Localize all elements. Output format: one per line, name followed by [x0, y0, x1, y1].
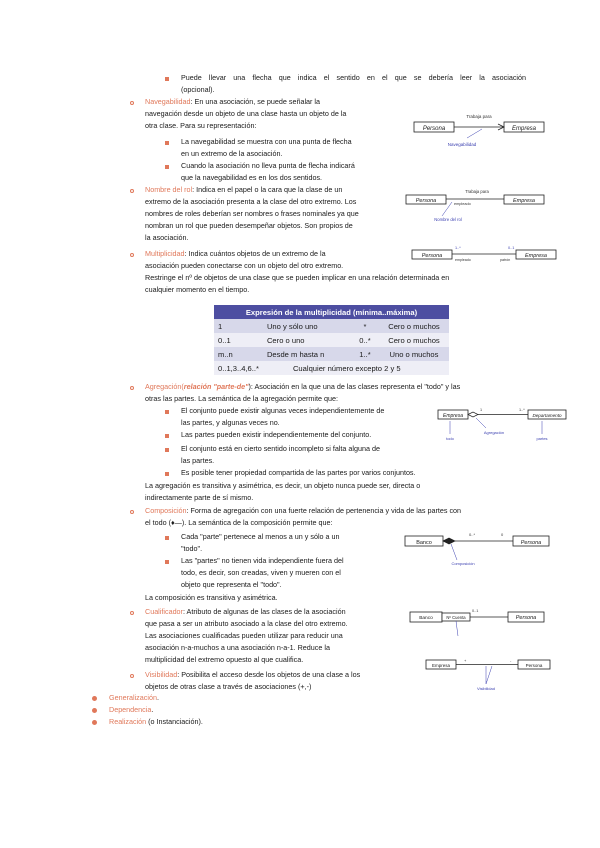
class-box-label: Persona — [415, 198, 437, 204]
paragraph-line: que pasa a ser un atributo asociado a la clase del otro extremo. — [145, 619, 348, 628]
table-cell: 1..* — [351, 347, 379, 361]
cualificador-text: : Atributo de algunas de las clases de la asociación — [182, 607, 346, 616]
top-item-text: (o Instanciación). — [146, 717, 203, 726]
multiplicity-label: 1 — [480, 408, 483, 412]
diagram-label: Nombre del rol — [434, 217, 462, 222]
multiplicity-label: 1..* — [455, 246, 461, 250]
circle-bullet-icon — [130, 674, 134, 678]
diagram-label: empleado — [454, 202, 471, 206]
agregacion-diagram — [436, 404, 571, 448]
role-label: patrón — [500, 258, 511, 262]
top-item — [109, 716, 203, 728]
rol-text: : Indica en el papel o la cara que la clase de un — [192, 185, 343, 194]
sub-bullet-line: las partes. — [181, 456, 215, 465]
square-bullet-icon — [165, 560, 169, 564]
table-cell: Cero o uno — [263, 333, 351, 347]
table-cell: Desde m hasta n — [263, 347, 351, 361]
paragraph-line: la asociación. — [145, 233, 189, 242]
paragraph-line: asociación pueden conectarse con un objeto del otro extremo. — [145, 261, 344, 270]
square-bullet-icon — [165, 434, 169, 438]
multiplicity-table — [214, 305, 449, 375]
dot-bullet-icon — [92, 696, 97, 701]
sub-bullet-line: objeto que representa el "todo". — [181, 580, 282, 589]
paragraph-line: multiplicidad del extremo opuesto al que cualifica. — [145, 655, 304, 664]
multiplicity-label: 0..1 — [508, 246, 515, 250]
class-box-label: Persona — [525, 663, 543, 668]
visibilidad-diagram — [424, 656, 554, 696]
square-bullet-icon — [165, 536, 169, 540]
sub-bullet-line: en un extremo de la asociación. — [181, 149, 283, 158]
composicion-line — [145, 505, 461, 517]
table-cell: 0..* — [351, 333, 379, 347]
paragraph-line: Puede llevar una flecha que indica el sentido en el que se debería leer la asociación — [181, 73, 526, 82]
composicion-term: Composición — [145, 506, 187, 515]
multiplicity-label: 0..1 — [472, 609, 479, 613]
visibilidad-line — [145, 669, 360, 681]
multiplicity-label: 0 — [501, 532, 504, 537]
square-bullet-icon — [165, 141, 169, 145]
sub-bullet-line: todo, es decir, son creadas, viven y mueren con el — [181, 568, 341, 577]
qualifier-label: Nº Cuenta — [446, 615, 466, 620]
diagram-label: Trabaja para — [465, 189, 489, 194]
top-item-term: Generalización — [109, 693, 157, 702]
dot-bullet-icon — [92, 708, 97, 713]
circle-bullet-icon — [130, 510, 134, 514]
top-item — [109, 704, 153, 716]
square-bullet-icon — [165, 77, 169, 81]
square-bullet-icon — [165, 165, 169, 169]
agregacion-italic: relación "parte-de" — [183, 382, 249, 391]
circle-bullet-icon — [130, 101, 134, 105]
table-row — [214, 361, 449, 375]
paragraph-line: indirectamente parte de sí mismo. — [145, 493, 254, 502]
paragraph-line: Las asociaciones cualificadas pueden utilizar para reducir una — [145, 631, 343, 640]
paragraph-line: asociación n-a-muchos a una asociación n-a-1. Reduce la — [145, 643, 330, 652]
diagram-label: Navegabilidad — [447, 142, 477, 147]
composicion-diagram — [403, 530, 553, 570]
multiplicidad-line — [145, 248, 326, 260]
table-cell: * — [351, 319, 379, 333]
table-cell: Cualquier número excepto 2 y 5 — [263, 361, 449, 375]
class-box-label: Persona — [421, 253, 443, 259]
circle-bullet-icon — [130, 253, 134, 257]
multiplicity-label: 0..* — [469, 532, 476, 537]
sub-bullet-line: Es posible tener propiedad compartida de las partes por varios conjuntos. — [181, 468, 416, 477]
diagram-label: Agregación — [483, 430, 505, 435]
table-cell: 0..1 — [214, 333, 263, 347]
diagram-label: todo — [446, 436, 454, 441]
multiplicidad-diagram — [410, 244, 560, 268]
paragraph-line: extremo de la asociación presenta a la clase del otro extremo. Los — [145, 197, 357, 206]
visibilidad-term: Visibilidad — [145, 670, 178, 679]
paragraph-line: cualquier momento en el tiempo. — [145, 285, 250, 294]
class-box-label: Banco — [416, 540, 432, 546]
multiplicity-label: 1..* — [519, 408, 525, 412]
table-cell: 0..1,3..4,6..* — [214, 361, 263, 375]
multiplicidad-text: : Indica cuántos objetos de un extremo de la — [184, 249, 326, 258]
cualificador-term: Cualificador — [145, 607, 183, 616]
top-item-text: . — [156, 693, 159, 702]
top-item-term: Realización — [109, 717, 147, 726]
table-row — [214, 319, 449, 333]
sub-bullet-line: Las "partes" no tienen vida independiente fuera del — [181, 556, 344, 565]
paragraph-line: (opcional). — [181, 85, 215, 94]
role-label: empleado — [455, 258, 471, 262]
class-box-label: Empresa — [524, 253, 548, 259]
class-box-label: Departamento — [532, 413, 562, 418]
agregacion-line: Agregación(relación "parte-de"): Asociación en la que una de las clases representa el "todo" y las — [145, 382, 461, 391]
sub-bullet-line: Cada "parte" pertenece al menos a un y sólo a un — [181, 532, 340, 541]
square-bullet-icon — [165, 472, 169, 476]
top-item-term: Dependencia — [109, 705, 152, 714]
navegabilidad-diagram — [412, 110, 547, 152]
paragraph-line: objetos de otras clase a través de asociaciones (+,-) — [145, 682, 312, 691]
class-box-label: Persona — [422, 126, 446, 132]
table-cell: 1 — [214, 319, 263, 333]
table-cell: Cero o muchos — [379, 319, 449, 333]
sub-bullet-line: La navegabilidad se muestra con una punta de flecha — [181, 137, 352, 146]
paragraph-line: otra clase. Para su representación: — [145, 121, 257, 130]
paragraph-line: otras las partes. La semántica de la agregación permite que: — [145, 394, 338, 403]
sub-bullet-line: El conjunto puede existir algunas veces independientemente de — [181, 406, 385, 415]
diagram-label: Visibilidad — [477, 686, 495, 691]
table-row — [214, 347, 449, 361]
table-cell: m..n — [214, 347, 263, 361]
visibility-sign: + — [464, 658, 467, 663]
rol-line — [145, 184, 342, 196]
top-item-text: . — [151, 705, 154, 714]
agregacion-text: ): Asociación en la que una de las clases representa el "todo" y las — [248, 382, 461, 391]
class-box-label: Banco — [419, 616, 433, 621]
paragraph-line: La agregación es transitiva y asimétrica, es decir, un objeto nunca puede ser, directa o — [145, 481, 421, 490]
sub-bullet-line: "todo". — [181, 544, 203, 553]
class-box-label: Empresa — [512, 198, 536, 204]
class-box-label: Empresa — [511, 126, 537, 132]
table-cell: Uno y sólo uno — [263, 319, 351, 333]
square-bullet-icon — [165, 448, 169, 452]
visibility-sign: - — [510, 658, 512, 663]
circle-bullet-icon — [130, 189, 134, 193]
diagram-label: Composición — [451, 561, 475, 566]
square-bullet-icon — [165, 410, 169, 414]
paragraph-line: el todo (♦—). La semántica de la composición permite que: — [145, 518, 333, 527]
cualificador-diagram — [408, 606, 548, 646]
class-box-label: Persona — [515, 615, 537, 621]
multiplicidad-term: Multiplicidad — [145, 249, 185, 258]
circle-bullet-icon — [130, 611, 134, 615]
cualificador-line — [145, 606, 346, 618]
sub-bullet-line: Cuando la asociación no lleva punta de flecha indicará — [181, 161, 355, 170]
table-cell: Uno o muchos — [379, 347, 449, 361]
agregacion-term: Agregación — [145, 382, 182, 391]
dot-bullet-icon — [92, 720, 97, 725]
visibilidad-text: : Posibilita el acceso desde los objetos de una clase a los — [177, 670, 361, 679]
rol-term: Nombre del rol — [145, 185, 193, 194]
diagram-label: partes — [536, 436, 548, 441]
table-row — [214, 333, 449, 347]
paragraph-line: nombran un rol que pueden desempeñar objetos. Son propios de — [145, 221, 353, 230]
paragraph-line: La composición es transitiva y asimétrica. — [145, 593, 278, 602]
navegabilidad-text: : En una asociación, se puede señalar la — [190, 97, 321, 106]
table-cell: Cero o muchos — [379, 333, 449, 347]
sub-bullet-line: El conjunto está en cierto sentido incompleto si falta alguna de — [181, 444, 380, 453]
class-box-label: Persona — [520, 540, 542, 546]
navegabilidad-term: Navegabilidad — [145, 97, 191, 106]
class-box-label: Empresa — [431, 663, 451, 668]
sub-bullet-line: Las partes pueden existir independientemente del conjunto. — [181, 430, 372, 439]
table-header: Expresión de la multiplicidad (mínima..máxima) — [214, 305, 449, 319]
diagram-label: Trabaja para — [466, 114, 492, 119]
composicion-text: : Forma de agregación con una fuerte relación de pertenencia y vida de las partes con — [186, 506, 462, 515]
circle-bullet-icon — [130, 386, 134, 390]
paragraph-line: navegación desde un objeto de una clase hasta un objeto de la — [145, 109, 347, 118]
top-item — [109, 692, 159, 704]
sub-bullet-line: las partes, y algunas veces no. — [181, 418, 280, 427]
rol-diagram — [404, 186, 546, 226]
paragraph-line: Restringe el nº de objetos de una clase que se pueden implicar en una relación determinada en — [145, 273, 450, 282]
sub-bullet-line: que la navegabilidad es en los dos sentidos. — [181, 173, 323, 182]
paragraph-line: nombres de roles deberían ser nombres o frases nominales ya que — [145, 209, 359, 218]
navegabilidad-line — [145, 96, 320, 108]
class-box-label: Empresa — [442, 413, 464, 419]
